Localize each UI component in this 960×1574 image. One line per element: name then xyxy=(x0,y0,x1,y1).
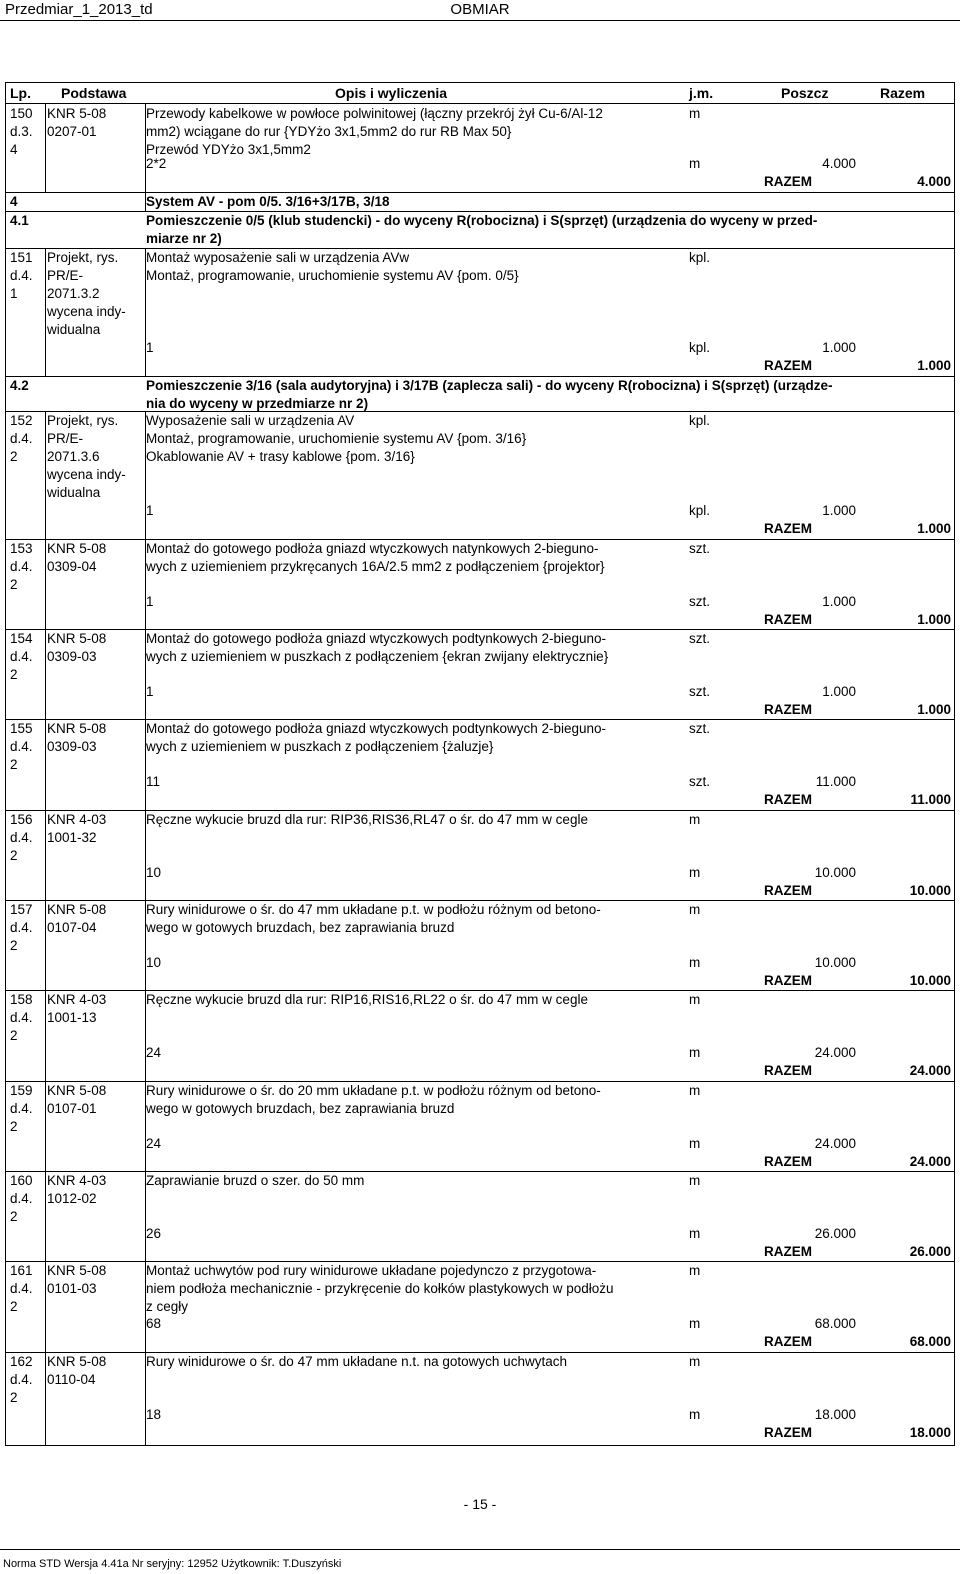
razem-value: 11.000 xyxy=(910,792,951,807)
row-divider xyxy=(6,1171,954,1172)
jm-cell: m xyxy=(689,902,701,917)
razem-label: RAZEM xyxy=(764,973,812,988)
lp-cell: d.4. xyxy=(10,830,33,845)
column-divider xyxy=(145,248,146,376)
podstawa-cell: KNR 5-08 xyxy=(47,541,107,556)
podstawa-cell: KNR 5-08 xyxy=(47,902,107,917)
poszcz-cell: 1.000 xyxy=(822,503,856,518)
lp-cell: 157 xyxy=(10,902,33,917)
row-divider xyxy=(6,248,954,249)
column-divider xyxy=(145,1081,146,1171)
column-divider xyxy=(45,990,46,1081)
podstawa-cell: 0101-03 xyxy=(47,1281,97,1296)
opis-cell: Wyposażenie sali w urządzenia AV xyxy=(146,413,355,428)
podstawa-cell: widualna xyxy=(47,485,101,500)
razem-value: 1.000 xyxy=(917,702,951,717)
calc-jm-cell: m xyxy=(689,955,701,970)
lp-cell: d.4. xyxy=(10,431,33,446)
poszcz-cell: 1.000 xyxy=(822,684,856,699)
obmiar-table xyxy=(5,82,955,1446)
row-divider xyxy=(6,629,954,630)
poszcz-cell: 1.000 xyxy=(822,340,856,355)
razem-value: 24.000 xyxy=(909,1154,951,1169)
column-divider xyxy=(45,248,46,376)
calc-cell: 24 xyxy=(146,1136,162,1151)
poszcz-cell: 10.000 xyxy=(814,955,856,970)
jm-cell: m xyxy=(689,1354,701,1369)
opis-cell: Rury winidurowe o śr. do 20 mm układane p.t. w podłożu różnym od betono- xyxy=(146,1083,601,1098)
lp-cell: 2 xyxy=(10,938,18,953)
podstawa-cell: 2071.3.6 xyxy=(47,449,100,464)
razem-label: RAZEM xyxy=(764,1334,812,1349)
razem-value: 26.000 xyxy=(909,1244,951,1259)
opis-cell: wego w gotowych bruzdach, bez zaprawiania bruzd xyxy=(146,1101,455,1116)
column-divider xyxy=(45,1261,46,1352)
podstawa-cell: 2071.3.2 xyxy=(47,286,100,301)
section-title: Pomieszczenie 3/16 (sala audytoryjna) i 3/17B (zaplecza sali) - do wyceny R(robocizna) i S(sprzęt) (urządze- xyxy=(146,378,833,393)
opis-cell: Okablowanie AV + trasy kablowe {pom. 3/16} xyxy=(146,449,415,464)
lp-cell: d.4. xyxy=(10,1281,33,1296)
razem-value: 1.000 xyxy=(917,612,951,627)
calc-cell: 11 xyxy=(146,774,161,789)
razem-value: 10.000 xyxy=(909,973,951,988)
table-header xyxy=(6,83,954,104)
row-divider xyxy=(6,900,954,901)
podstawa-cell: 1001-13 xyxy=(47,1010,97,1025)
section-number: 4.2 xyxy=(10,378,29,393)
column-divider xyxy=(45,1352,46,1445)
poszcz-cell: 24.000 xyxy=(814,1136,856,1151)
document-type: OBMIAR xyxy=(450,1,510,18)
calc-cell: 1 xyxy=(146,503,154,518)
razem-label: RAZEM xyxy=(764,1244,812,1259)
column-divider xyxy=(145,900,146,990)
calc-cell: 1 xyxy=(146,594,154,609)
calc-cell: 24 xyxy=(146,1045,162,1060)
razem-value: 1.000 xyxy=(917,358,951,373)
opis-cell: mm2) wciągane do rur {YDYżo 3x1,5mm2 do rur RB Max 50} xyxy=(146,124,512,139)
col-opis: Opis i wyliczenia xyxy=(335,85,448,101)
razem-label: RAZEM xyxy=(764,612,812,627)
razem-value: 1.000 xyxy=(917,521,951,536)
razem-label: RAZEM xyxy=(764,702,812,717)
calc-cell: 26 xyxy=(146,1226,162,1241)
jm-cell: m xyxy=(689,1173,701,1188)
section-number: 4 xyxy=(10,194,18,209)
poszcz-cell: 11.000 xyxy=(815,774,856,789)
col-razem: Razem xyxy=(880,85,926,101)
jm-cell: szt. xyxy=(689,541,711,556)
section-title: nia do wyceny w przedmiarze nr 2) xyxy=(146,396,369,411)
podstawa-cell: PR/E- xyxy=(47,268,84,283)
lp-cell: 2 xyxy=(10,1209,18,1224)
row-divider xyxy=(6,1261,954,1262)
calc-jm-cell: szt. xyxy=(689,684,711,699)
poszcz-cell: 26.000 xyxy=(814,1226,856,1241)
lp-cell: d.4. xyxy=(10,649,33,664)
calc-cell: 1 xyxy=(146,340,154,355)
poszcz-cell: 4.000 xyxy=(822,156,856,171)
page-number: - 15 - xyxy=(463,1496,497,1512)
lp-cell: 2 xyxy=(10,848,18,863)
podstawa-cell: KNR 5-08 xyxy=(47,721,107,736)
razem-label: RAZEM xyxy=(764,1425,812,1440)
razem-label: RAZEM xyxy=(764,792,812,807)
calc-jm-cell: m xyxy=(689,1136,701,1151)
jm-cell: m xyxy=(689,106,701,121)
column-divider xyxy=(45,104,46,192)
opis-cell: Montaż, programowanie, uruchomienie systemu AV {pom. 0/5} xyxy=(146,268,519,283)
podstawa-cell: 1012-02 xyxy=(47,1191,97,1206)
lp-cell: 161 xyxy=(10,1263,33,1278)
column-divider xyxy=(145,629,146,719)
opis-cell: Ręczne wykucie bruzd dla rur: RIP16,RIS16,RL22 o śr. do 47 mm w cegle xyxy=(146,992,588,1007)
podstawa-cell: 0107-04 xyxy=(47,920,97,935)
column-divider xyxy=(45,1171,46,1261)
lp-cell: d.4. xyxy=(10,739,33,754)
podstawa-cell: KNR 5-08 xyxy=(47,1263,107,1278)
section-title: System AV - pom 0/5. 3/16+3/17B, 3/18 xyxy=(146,194,390,209)
calc-jm-cell: szt. xyxy=(689,774,711,789)
lp-cell: 2 xyxy=(10,667,18,682)
calc-cell: 1 xyxy=(146,684,154,699)
jm-cell: m xyxy=(689,1083,701,1098)
row-divider xyxy=(6,1081,954,1082)
document-header xyxy=(0,0,960,21)
lp-cell: 152 xyxy=(10,413,33,428)
column-divider xyxy=(145,810,146,900)
section-title: Pomieszczenie 0/5 (klub studencki) - do wyceny R(robocizna) i S(sprzęt) (urządzenia do wyceny w przed- xyxy=(146,213,818,228)
podstawa-cell: widualna xyxy=(47,322,101,337)
column-divider xyxy=(145,411,146,539)
razem-value: 18.000 xyxy=(909,1425,951,1440)
podstawa-cell: KNR 4-03 xyxy=(47,992,107,1007)
opis-cell: wych z uziemieniem przykręcanych 16A/2.5 mm2 z podłączeniem {projektor} xyxy=(146,559,605,574)
footer: Norma STD Wersja 4.41a Nr seryjny: 12952 Użytkownik: T.Duszyński xyxy=(0,1549,960,1574)
lp-cell: 153 xyxy=(10,541,33,556)
jm-cell: m xyxy=(689,992,701,1007)
podstawa-cell: 0309-04 xyxy=(47,559,97,574)
opis-cell: Zaprawianie bruzd o szer. do 50 mm xyxy=(146,1173,365,1188)
lp-cell: 2 xyxy=(10,1390,18,1405)
jm-cell: m xyxy=(689,812,701,827)
row-divider xyxy=(6,539,954,540)
poszcz-cell: 18.000 xyxy=(814,1407,856,1422)
lp-cell: d.4. xyxy=(10,1372,33,1387)
podstawa-cell: 0309-03 xyxy=(47,649,97,664)
podstawa-cell: 0207-01 xyxy=(47,124,97,139)
row-divider xyxy=(6,990,954,991)
column-divider xyxy=(145,990,146,1081)
opis-cell: niem podłoża mechanicznie - przykręcenie do kołków plastykowych w podłożu xyxy=(146,1281,614,1296)
calc-jm-cell: m xyxy=(689,1045,701,1060)
column-divider xyxy=(145,719,146,810)
column-divider xyxy=(45,629,46,719)
poszcz-cell: 1.000 xyxy=(822,594,856,609)
podstawa-cell: 0107-01 xyxy=(47,1101,97,1116)
col-lp: Lp. xyxy=(10,85,31,101)
opis-cell: Montaż do gotowego podłoża gniazd wtyczkowych podtynkowych 2-bieguno- xyxy=(146,631,607,646)
opis-cell: wych z uziemieniem w puszkach z podłączeniem {żaluzje} xyxy=(146,739,494,754)
podstawa-cell: wycena indy- xyxy=(47,304,126,319)
row-divider xyxy=(6,810,954,811)
poszcz-cell: 10.000 xyxy=(814,865,856,880)
col-poszcz: Poszcz xyxy=(781,85,829,101)
calc-jm-cell: m xyxy=(689,1226,701,1241)
opis-cell: Rury winidurowe o śr. do 47 mm układane p.t. w podłożu różnym od betono- xyxy=(146,902,601,917)
razem-label: RAZEM xyxy=(764,1063,812,1078)
jm-cell: szt. xyxy=(689,721,711,736)
calc-cell: 2*2 xyxy=(146,156,167,171)
podstawa-cell: Projekt, rys. xyxy=(47,250,119,265)
calc-jm-cell: m xyxy=(689,1316,701,1331)
podstawa-cell: KNR 5-08 xyxy=(47,1083,107,1098)
podstawa-cell: 1001-32 xyxy=(47,830,97,845)
razem-label: RAZEM xyxy=(764,883,812,898)
podstawa-cell: 0309-03 xyxy=(47,739,97,754)
lp-cell: 162 xyxy=(10,1354,33,1369)
razem-label: RAZEM xyxy=(764,1154,812,1169)
opis-cell: Montaż wyposażenie sali w urządzenia AVw xyxy=(146,250,410,265)
jm-cell: m xyxy=(689,1263,701,1278)
column-divider xyxy=(45,539,46,629)
razem-value: 24.000 xyxy=(909,1063,951,1078)
jm-cell: szt. xyxy=(689,631,711,646)
poszcz-cell: 68.000 xyxy=(814,1316,856,1331)
row-divider xyxy=(6,719,954,720)
calc-jm-cell: szt. xyxy=(689,594,711,609)
poszcz-cell: 24.000 xyxy=(814,1045,856,1060)
lp-cell: 154 xyxy=(10,631,33,646)
lp-cell: 2 xyxy=(10,757,18,772)
calc-cell: 18 xyxy=(146,1407,162,1422)
podstawa-cell: KNR 4-03 xyxy=(47,1173,107,1188)
lp-cell: d.3. xyxy=(10,124,33,139)
razem-value: 10.000 xyxy=(909,883,951,898)
jm-cell: kpl. xyxy=(689,250,711,265)
lp-cell: 159 xyxy=(10,1083,33,1098)
column-divider xyxy=(45,810,46,900)
podstawa-cell: Projekt, rys. xyxy=(47,413,119,428)
calc-jm-cell: m xyxy=(689,156,701,171)
jm-cell: kpl. xyxy=(689,413,711,428)
calc-jm-cell: m xyxy=(689,865,701,880)
column-divider xyxy=(145,539,146,629)
lp-cell: 2 xyxy=(10,577,18,592)
lp-cell: 151 xyxy=(10,250,33,265)
razem-value: 68.000 xyxy=(909,1334,951,1349)
lp-cell: 1 xyxy=(10,286,18,301)
lp-cell: 155 xyxy=(10,721,33,736)
razem-label: RAZEM xyxy=(764,358,812,373)
lp-cell: 160 xyxy=(10,1173,33,1188)
column-divider xyxy=(45,411,46,539)
podstawa-cell: KNR 5-08 xyxy=(47,1354,107,1369)
razem-label: RAZEM xyxy=(764,174,812,189)
lp-cell: 2 xyxy=(10,1299,18,1314)
lp-cell: 4 xyxy=(10,142,18,157)
lp-cell: d.4. xyxy=(10,1191,33,1206)
lp-cell: 2 xyxy=(10,449,18,464)
calc-cell: 10 xyxy=(146,865,162,880)
opis-cell: wego w gotowych bruzdach, bez zaprawiania bruzd xyxy=(146,920,455,935)
col-podstawa: Podstawa xyxy=(61,85,127,101)
razem-label: RAZEM xyxy=(764,521,812,536)
podstawa-cell: KNR 5-08 xyxy=(47,106,107,121)
section-number: 4.1 xyxy=(10,213,29,228)
podstawa-cell: wycena indy- xyxy=(47,467,126,482)
lp-cell: d.4. xyxy=(10,920,33,935)
opis-cell: wych z uziemieniem w puszkach z podłączeniem {ekran zwijany elektrycznie} xyxy=(146,649,609,664)
calc-jm-cell: m xyxy=(689,1407,701,1422)
calc-cell: 68 xyxy=(146,1316,162,1331)
column-divider xyxy=(45,719,46,810)
section-title: miarze nr 2) xyxy=(146,231,222,246)
column-divider xyxy=(145,1352,146,1445)
column-divider xyxy=(45,900,46,990)
column-divider xyxy=(45,1081,46,1171)
opis-cell: Montaż do gotowego podłoża gniazd wtyczkowych podtynkowych 2-bieguno- xyxy=(146,721,607,736)
row-divider xyxy=(6,411,954,412)
lp-cell: 158 xyxy=(10,992,33,1007)
podstawa-cell: KNR 5-08 xyxy=(47,631,107,646)
opis-cell: Przewody kabelkowe w powłoce polwinitowej (łączny przekrój żył Cu-6/Al-12 xyxy=(146,106,603,121)
lp-cell: 156 xyxy=(10,812,33,827)
razem-value: 4.000 xyxy=(917,174,951,189)
opis-cell: Ręczne wykucie bruzd dla rur: RIP36,RIS36,RL47 o śr. do 47 mm w cegle xyxy=(146,812,588,827)
column-divider xyxy=(145,192,146,211)
lp-cell: d.4. xyxy=(10,1010,33,1025)
row-divider xyxy=(6,1352,954,1353)
lp-cell: d.4. xyxy=(10,1101,33,1116)
opis-cell: Montaż uchwytów pod rury winidurowe układane pojedynczo z przygotowa- xyxy=(146,1263,597,1278)
lp-cell: 2 xyxy=(10,1119,18,1134)
lp-cell: d.4. xyxy=(10,268,33,283)
opis-cell: Montaż, programowanie, uruchomienie systemu AV {pom. 3/16} xyxy=(146,431,527,446)
opis-cell: z cegły xyxy=(146,1299,189,1314)
column-divider xyxy=(145,1171,146,1261)
calc-jm-cell: kpl. xyxy=(689,340,711,355)
document-name: Przedmiar_1_2013_td xyxy=(5,1,153,18)
col-jm: j.m. xyxy=(689,85,714,101)
column-divider xyxy=(145,104,146,192)
podstawa-cell: KNR 4-03 xyxy=(47,812,107,827)
podstawa-cell: PR/E- xyxy=(47,431,84,446)
lp-cell: 2 xyxy=(10,1028,18,1043)
column-divider xyxy=(145,1261,146,1352)
opis-cell: Przewód YDYżo 3x1,5mm2 xyxy=(146,142,311,157)
calc-cell: 10 xyxy=(146,955,162,970)
lp-cell: d.4. xyxy=(10,559,33,574)
opis-cell: Rury winidurowe o śr. do 47 mm układane n.t. na gotowych uchwytach xyxy=(146,1354,567,1369)
calc-jm-cell: kpl. xyxy=(689,503,711,518)
lp-cell: 150 xyxy=(10,106,33,121)
podstawa-cell: 0110-04 xyxy=(47,1372,96,1387)
opis-cell: Montaż do gotowego podłoża gniazd wtyczkowych natynkowych 2-bieguno- xyxy=(146,541,599,556)
